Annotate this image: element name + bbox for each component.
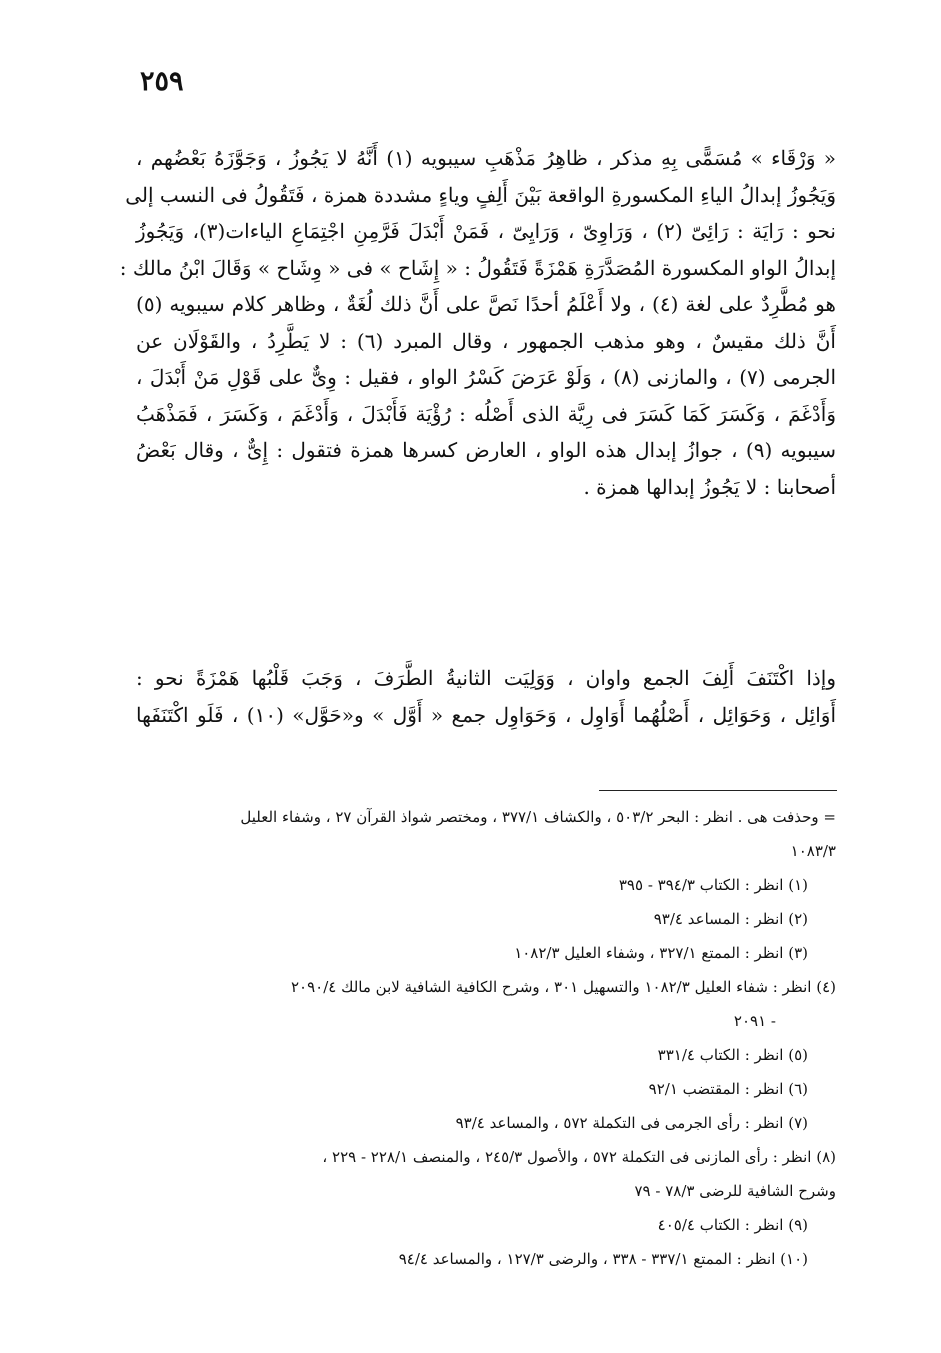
footnote-line: (١٠) انظر : الممتع ٣٣٧/١ - ٣٣٨ ، والرضى ١٢٧/٣ ، والمساعد ٩٤/٤ <box>398 1250 808 1268</box>
main-paragraph <box>119 140 837 505</box>
text-line: أصحابنا : لا يَجُوزُ إبدالها همزة . <box>583 474 836 499</box>
footnote-line: (٧) انظر : رأى الجرمى فى التكملة ٥٧٢ ، والمساعد ٩٣/٤ <box>455 1114 808 1132</box>
text-line: سيبويه (٩) ، جوازُ إبدال هذه الواو ، العارض كسرها همزة فتقول : إِىٌّ ، وقال بَعْضُ <box>136 438 837 462</box>
page-number: ٢٥٩ <box>140 66 184 97</box>
text-line: وَيَجُوزُ إبدالُ الياءِ المكسورةِ الواقعة بَيْنَ أَلِفٍ وياءٍ مشددة همزة ، فَتَقُولُ فى النسب إلى <box>125 182 836 207</box>
text-line: الجرمى (٧) ، والمازنى (٨) ، وَلَوْ عَرَضَ كَسْرُ الواو ، فقيل : وِىٌّ على قَوْلِ مَنْ أَبْدَلَ ، <box>136 365 836 389</box>
text-line: أَوَائِل ، وَحَوَائِل ، أَصْلُهُما أَوَاوِل ، وَحَوَاوِل جمع « أَوَّل » و«حَوَّل» (١٠) ، فَلَو اكْتَنَفَها <box>136 702 837 727</box>
footnote-line: (٤) انظر : شفاء العليل ١٠٨٢/٣ والتسهيل ٣٠١ ، وشرح الكافية الشافية لابن مالك ٢٠٩٠/٤ <box>290 978 836 996</box>
text-line: وإذا اكْتَنَفَ أَلِفَ الجمع واوان ، وَوَلِيَت الثانيةُ الطَّرَفَ ، وَجَبَ قَلْبُها هَمْزَةً نحو : <box>136 666 836 690</box>
footnote-line: (٦) انظر : المقتضب ٩٢/١ <box>648 1080 808 1098</box>
footnote-line: ١٠٨٣/٣ <box>790 842 836 860</box>
footnote-line: (٢) انظر : المساعد ٩٣/٤ <box>653 910 808 928</box>
footnote-line: (١) انظر : الكتاب ٣٩٤/٣ - ٣٩٥ <box>618 876 808 894</box>
text-line: هو مُطَّرِدٌ على لغة (٤) ، ولا أَعْلَمُ أحدًا نَصَّ على أَنَّ ذلك لُغَةٌ ، وظاهر كلام سيبويه (٥) <box>136 292 836 316</box>
footnote-separator <box>599 790 837 791</box>
footnote-line: (٥) انظر : الكتاب ٣٣١/٤ <box>657 1046 808 1064</box>
footnote-line: = وحذفت هى . انظر : البحر ٥٠٣/٢ ، والكشاف ٣٧٧/١ ، ومختصر شواذ القرآن ٢٧ ، وشفاء العليل <box>240 808 836 826</box>
footnote-line: (٣) انظر : الممتع ٣٢٧/١ ، وشفاء العليل ١٠٨٢/٣ <box>514 944 808 962</box>
footnotes <box>136 800 836 1276</box>
footnote-line: (٨) انظر : رأى المازنى فى التكملة ٥٧٢ ، والأصول ٢٤٥/٣ ، والمنصف ٢٢٨/١ - ٢٢٩ ، <box>322 1148 836 1166</box>
footnote-line: - ٢٠٩١ <box>733 1012 776 1030</box>
text-line: « وَرْقَاء » مُسَمًّى بِهِ مذكر ، ظاهِرُ مَذْهَبِ سيبويه (١) أَنَّهُ لا يَجُوزُ ، وَجَوَّزَهُ بَعْضُهم ، <box>136 146 837 170</box>
second-paragraph <box>136 660 836 733</box>
text-line: أَنَّ ذلك مقيسٌ ، وهو مذهب الجمهور ، وقال المبرد (٦) : لا يَطَّرِدُ ، والقَوْلَان عن <box>136 328 836 353</box>
text-line: نحو : رَايَة : رَائِىّ (٢) ، وَرَاوِىّ ، وَرَايِىّ ، فَمَنْ أَبْدَلَ فَرَّمِنِ اجْتِمَاعِ الياءات(٣)، وَيَجُوزُ <box>136 219 836 243</box>
text-line: وَأَدْغَمَ ، وَكَسَرَ كَمَا كَسَرَ فى رِيَّة الذى أَصْلُه : رُؤْيَة فَأَبْدَلَ ، وَأَدْغَمَ ، وَكَسَرَ ، فَمَذْهَبُ <box>136 401 836 426</box>
text-line: إبدالُ الواو المكسورة المُصَدَّرَةِ هَمْزَةً فَتَقُولُ : « إِشَاح » فى « وِشَاح » وَقَالَ ابْنُ مالك : <box>119 255 836 280</box>
footnote-line: وشرح الشافية للرضى ٧٨/٣ - ٧٩ <box>634 1182 836 1200</box>
footnote-line: (٩) انظر : الكتاب ٤٠٥/٤ <box>657 1216 808 1234</box>
